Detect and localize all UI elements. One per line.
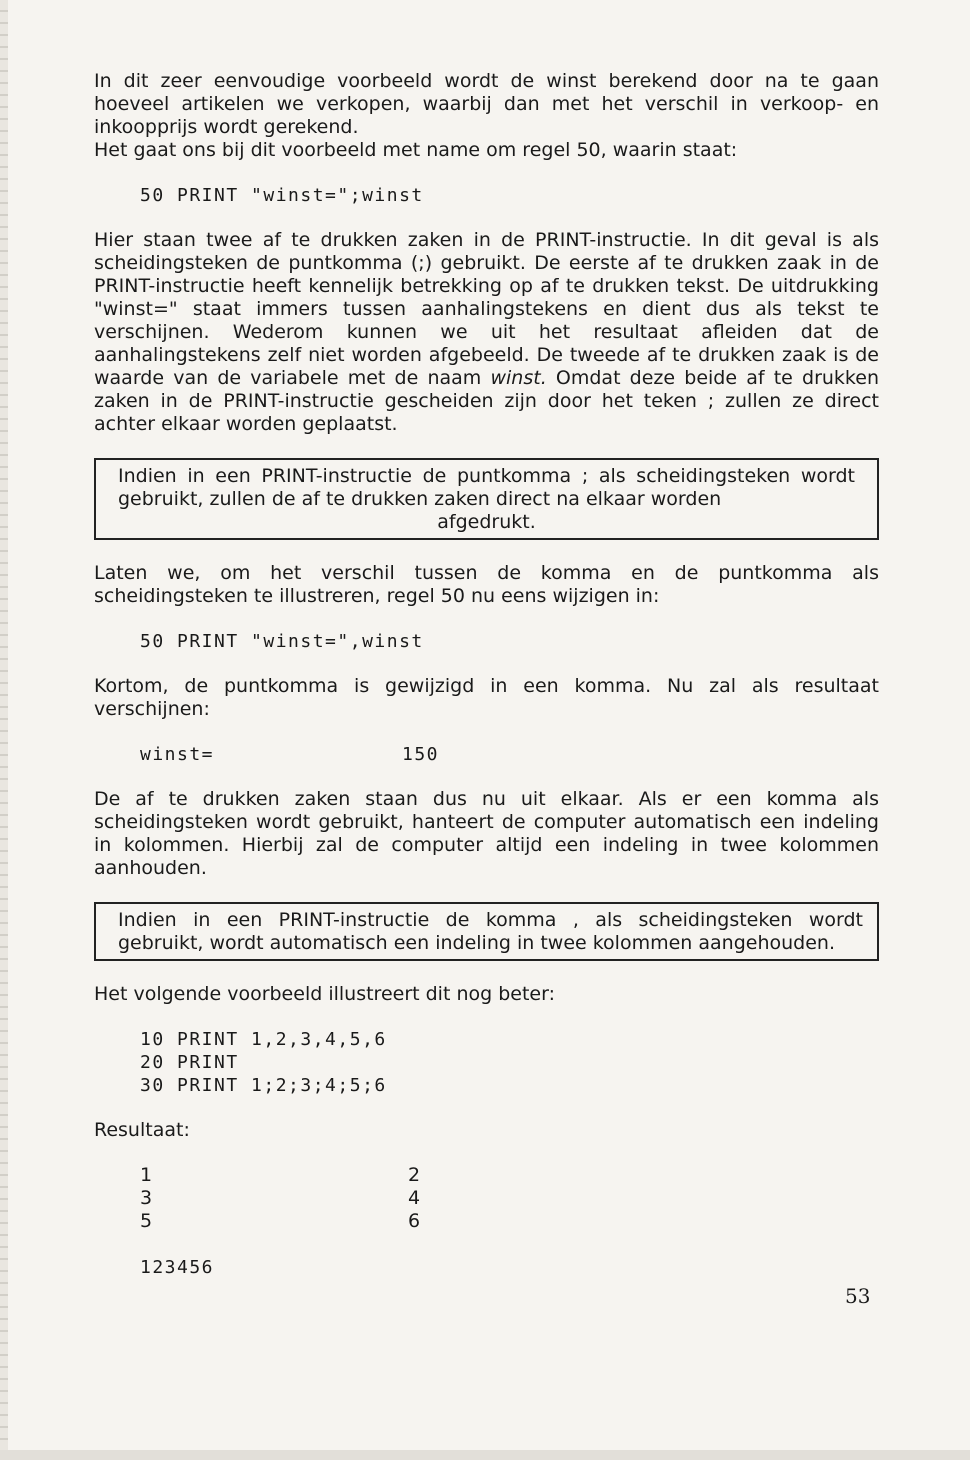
paragraph-line-50: Het gaat ons bij dit voorbeeld met name om regel 50, waarin staat: [94,139,738,161]
explanation-text: Hier staan twee af te drukken zaken in de PRINT-instructie. In dit geval is als scheidingsteken de puntkomma (;) gebruikt. De eerste af te drukken zaak in de PRINT-instructie heeft kennelijk betrekking op af te drukken tekst. De uitdrukking "winst=" staat immers tussen aanhalingstekens en dient dus als tekst te verschijnen. Wederom kunnen we uit het resultaat afleiden dat de aanhalingstekens zelf niet worden afgebeeld. De tweede af te drukken zaak is de waarde van de variabele met de naam [94,229,879,389]
result-row [140,1210,879,1233]
paragraph-columns: De af te drukken zaken staan dus nu uit elkaar. Als er een komma als scheidingsteken wordt gebruikt, hanteert de computer automatisch een indeling in kolommen. Hierbij zal de computer altijd een indeling in twee kolommen aanhouden. [94,788,879,879]
rule-box-semicolon [94,458,879,540]
code-line-50-semicolon: 50 PRINT "winst=";winst [140,185,424,206]
result-cell: 2 [408,1164,421,1186]
result-row [140,1187,879,1210]
paragraph-result-label: Resultaat: [94,1119,190,1141]
output-value: 150 [402,744,440,765]
code-program-line: 10 PRINT 1,2,3,4,5,6 [140,1029,387,1050]
paragraph-change-line: Laten we, om het verschil tussen de komma en de puntkomma als scheidingsteken te illustreren, regel 50 nu eens wijzigen in: [94,562,879,607]
result-cell: 5 [140,1210,153,1232]
page-content [94,70,879,1279]
paragraph-example: Het volgende voorbeeld illustreert dit nog beter: [94,983,555,1005]
result-row [140,1164,879,1187]
paragraph-intro: In dit zeer eenvoudige voorbeeld wordt de winst berekend door na te gaan hoeveel artikelen we verkopen, waarbij dan met het verschil in verkoop- en inkoopprijs wordt gerekend. [94,70,879,138]
result-cell: 4 [408,1187,421,1209]
rule-box-comma [94,902,879,961]
page-bottom-edge [0,1450,970,1460]
code-line-50-comma: 50 PRINT "winst=",winst [140,631,424,652]
result-cell: 3 [140,1187,153,1209]
variable-name: winst. [490,367,547,389]
rule-box-semicolon-last: afgedrukt. [437,511,536,533]
paragraph-result-intro: Kortom, de puntkomma is gewijzigd in een komma. Nu zal als resultaat verschijnen: [94,675,879,720]
rule-box-semicolon-text: Indien in een PRINT-instructie de puntkomma ; als scheidingsteken wordt gebruikt, zullen de af te drukken zaken direct na elkaar worden [118,465,855,510]
paragraph-explanation [94,229,879,436]
rule-box-comma-line1: Indien in een PRINT-instructie de komma , als scheidingsteken wordt [118,909,863,931]
result-table [94,1164,879,1233]
result-cell: 1 [140,1164,153,1186]
result-joined: 123456 [140,1257,215,1278]
code-program [94,1028,879,1097]
perforated-edge [0,0,8,1460]
page-number: 53 [845,1284,871,1308]
output-label: winst= [140,744,215,765]
rule-box-comma-line2: gebruikt, wordt automatisch een indeling in twee kolommen aangehouden. [118,932,835,954]
code-output-row [94,743,879,766]
code-program-line: 30 PRINT 1;2;3;4;5;6 [140,1075,387,1096]
explanation-text-end: Omdat deze beide af te drukken zaken in de PRINT-instructie gescheiden zijn door het teken ; zullen ze direct achter elkaar worden geplaatst. [94,367,879,435]
result-cell: 6 [408,1210,421,1232]
code-program-line: 20 PRINT [140,1052,239,1073]
